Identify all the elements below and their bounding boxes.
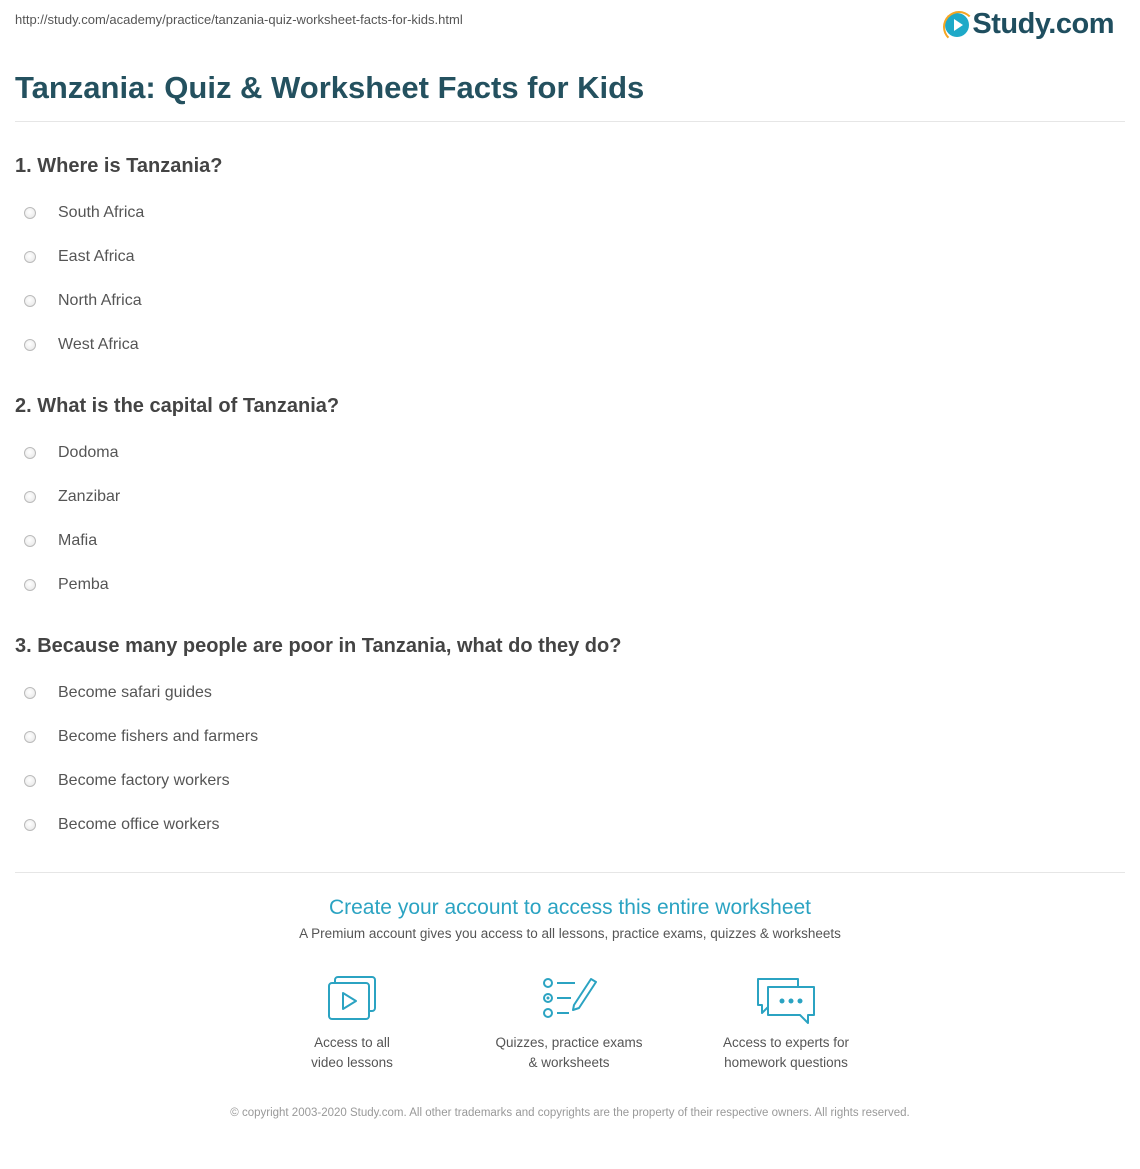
answer-label: West Africa [58, 336, 139, 353]
feature-label [252, 1033, 452, 1073]
answer-label: Become office workers [58, 816, 220, 833]
answer-option[interactable] [15, 715, 621, 759]
answer-label: Zanzibar [58, 488, 121, 505]
feature-label-line: video lessons [311, 1055, 393, 1070]
answer-label: South Africa [58, 204, 145, 221]
radio-button[interactable] [24, 491, 36, 503]
radio-button[interactable] [24, 731, 36, 743]
divider [15, 121, 1125, 122]
answer-label: North Africa [58, 292, 142, 309]
question-title: 2. What is the capital of Tanzania? [15, 395, 340, 417]
answer-label: Become fishers and farmers [58, 728, 259, 745]
feature-label-line: Access to experts for [722, 1035, 850, 1050]
page-url: http://study.com/academy/practice/tanzania-quiz-worksheet-facts-for-kids.html [15, 12, 463, 27]
logo-text: Study.com [972, 8, 1114, 40]
feature-label [469, 1033, 669, 1073]
answer-option[interactable] [15, 759, 621, 803]
answer-label: Become factory workers [58, 772, 230, 789]
feature-label-line: Access to all [314, 1035, 390, 1050]
feature-quizzes [469, 975, 669, 1073]
radio-button[interactable] [24, 295, 36, 307]
radio-button[interactable] [24, 819, 36, 831]
radio-button[interactable] [24, 447, 36, 459]
feature-video-lessons [252, 975, 452, 1073]
answer-label: Become safari guides [58, 684, 212, 701]
chat-bubbles-icon [754, 975, 818, 1027]
answer-label: Mafia [58, 532, 98, 549]
video-lessons-icon [326, 975, 378, 1021]
cta-subtitle: A Premium account gives you access to all lessons, practice exams, quizzes & worksheets [299, 926, 841, 941]
divider [15, 872, 1125, 873]
signup-cta [0, 896, 1140, 941]
copyright-footer: © copyright 2003-2020 Study.com. All other trademarks and copyrights are the property of their respective owners. All rights reserved. [230, 1107, 910, 1119]
radio-button[interactable] [24, 775, 36, 787]
feature-experts [686, 975, 886, 1073]
question-3 [15, 635, 621, 847]
answer-option[interactable] [15, 431, 339, 475]
question-title: 1. Where is Tanzania? [15, 155, 223, 177]
radio-button[interactable] [24, 535, 36, 547]
radio-button[interactable] [24, 687, 36, 699]
answer-option[interactable] [15, 475, 339, 519]
question-1 [15, 155, 222, 367]
page-title: Tanzania: Quiz & Worksheet Facts for Kids [15, 70, 645, 105]
feature-label-line: & worksheets [528, 1055, 610, 1070]
question-title: 3. Because many people are poor in Tanzania, what do they do? [15, 635, 622, 657]
answer-option[interactable] [15, 803, 621, 847]
answer-label: Pemba [58, 576, 109, 593]
radio-button[interactable] [24, 579, 36, 591]
answer-option[interactable] [15, 519, 339, 563]
answer-label: East Africa [58, 248, 135, 265]
cta-title-link[interactable]: Create your account to access this entire worksheet [328, 896, 812, 919]
answer-option[interactable] [15, 323, 222, 367]
radio-button[interactable] [24, 251, 36, 263]
play-logo-icon [945, 13, 969, 37]
radio-button[interactable] [24, 339, 36, 351]
study-logo[interactable] [945, 8, 1114, 41]
answer-label: Dodoma [58, 444, 119, 461]
radio-button[interactable] [24, 207, 36, 219]
answer-option[interactable] [15, 191, 222, 235]
answer-option[interactable] [15, 563, 339, 607]
question-2 [15, 395, 339, 607]
feature-label-line: homework questions [724, 1055, 848, 1070]
quiz-checklist-icon [541, 975, 597, 1021]
answer-option[interactable] [15, 279, 222, 323]
feature-label-line: Quizzes, practice exams [495, 1035, 643, 1050]
feature-label [686, 1033, 886, 1073]
answer-option[interactable] [15, 235, 222, 279]
answer-option[interactable] [15, 671, 621, 715]
